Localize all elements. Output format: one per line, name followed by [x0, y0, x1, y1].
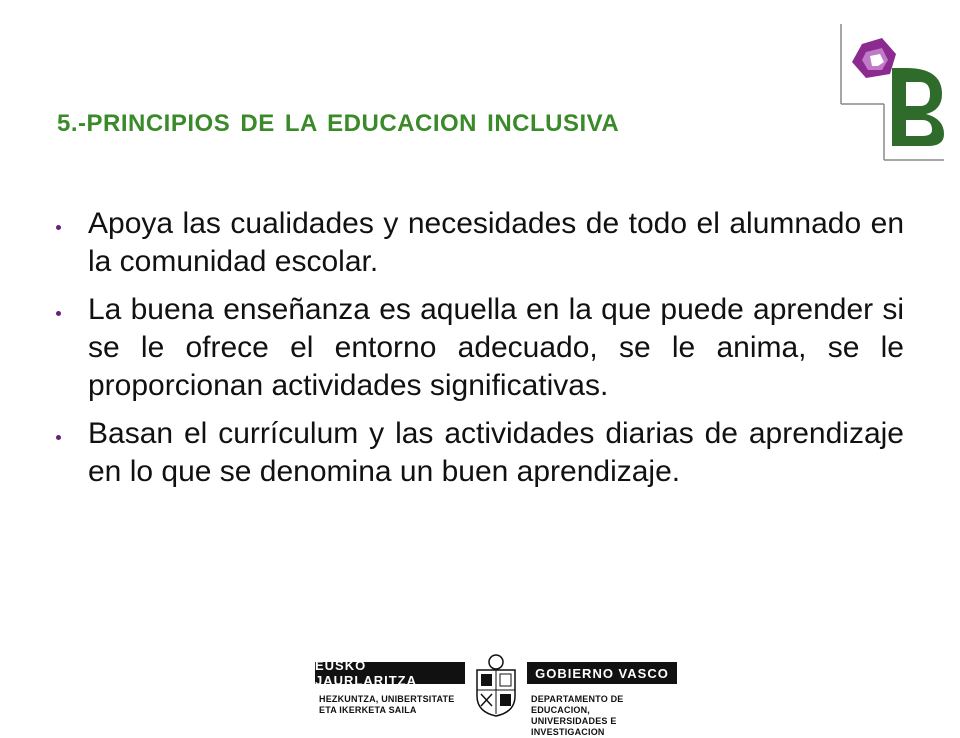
bullet-text: Basan el currículum y las actividades diarias de aprendizaje en lo que se denomina un buen aprendizaje.: [88, 417, 904, 488]
bullet-list: [52, 205, 904, 501]
bullet-dot-icon: [56, 311, 61, 316]
basque-dept-line: HEZKUNTZA, UNIBERTSITATE: [319, 694, 455, 704]
spanish-department: [531, 694, 685, 738]
slide-title: 5.-PRINCIPIOS DE LA EDUCACION INCLUSIVA: [57, 110, 620, 137]
bullet-item: [52, 291, 904, 405]
government-footer: [315, 652, 685, 737]
basque-government-band: EUSKO JAURLARITZA: [315, 662, 465, 684]
coat-of-arms-icon: [469, 652, 523, 718]
basque-department: [319, 694, 454, 716]
spanish-dept-line: UNIVERSIDADES E INVESTIGACION: [531, 716, 617, 737]
bullet-item: [52, 415, 904, 491]
b-logo-icon: [836, 22, 946, 162]
bullet-text: La buena enseñanza es aquella en la que puede aprender si se le ofrece el entorno adecuado, se le anima, se le proporcionan actividades significativas.: [88, 293, 904, 402]
basque-dept-line: ETA IKERKETA SAILA: [319, 705, 417, 715]
bullet-dot-icon: [56, 435, 61, 440]
bullet-text: Apoya las cualidades y necesidades de todo el alumnado en la comunidad escolar.: [88, 207, 904, 278]
spanish-dept-line: DEPARTAMENTO DE EDUCACION,: [531, 694, 624, 715]
bullet-dot-icon: [56, 225, 61, 230]
bullet-item: [52, 205, 904, 281]
gobierno-vasco-band: GOBIERNO VASCO: [527, 662, 677, 684]
